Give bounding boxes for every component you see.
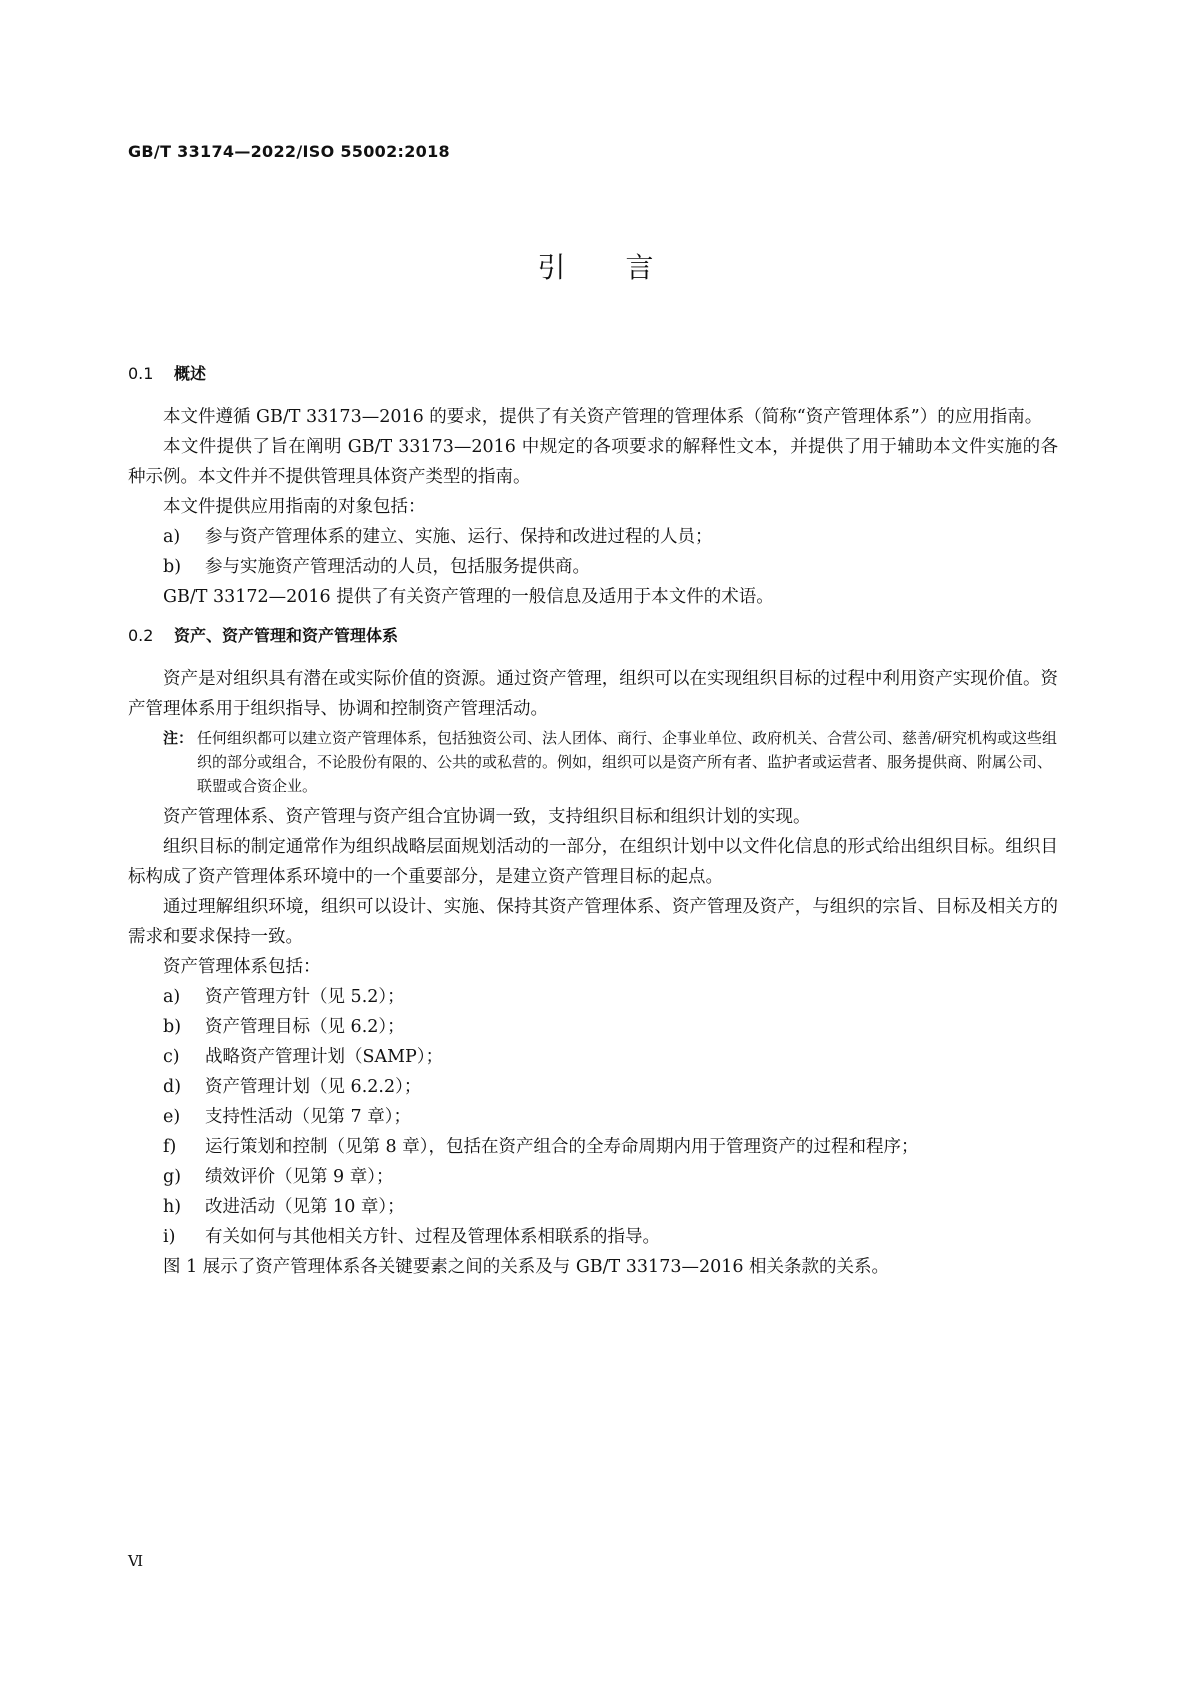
- section-title: 概述: [174, 364, 207, 383]
- list-marker: f): [163, 1137, 177, 1157]
- paragraph: 图 1 展示了资产管理体系各关键要素之间的关系及与 GB/T 33173—2016 相关条款的关系。: [163, 1257, 890, 1277]
- page-number: Ⅵ: [128, 1552, 145, 1570]
- list-text: 资产管理计划（见 6.2.2）；: [205, 1077, 422, 1097]
- list-text: 绩效评价（见第 9 章）；: [205, 1167, 394, 1187]
- list-marker: i): [163, 1227, 176, 1247]
- paragraph: 本文件遵循 GB/T 33173—2016 的要求，提供了有关资产管理的管理体系（简称“资产管理体系”）的应用指南。: [163, 407, 1043, 427]
- paragraph: 资产是对组织具有潜在或实际价值的资源。通过资产管理，组织可以在实现组织目标的过程中利用资产实现价值。资产管理体系用于组织指导、协调和控制资产管理活动。: [128, 669, 1058, 719]
- list-item: [128, 1012, 1058, 1042]
- list-item: [128, 1132, 1058, 1162]
- list-marker: g): [163, 1167, 182, 1187]
- paragraph: 本文件提供应用指南的对象包括：: [163, 497, 426, 517]
- main-content: [128, 362, 1058, 1282]
- standard-code-header: GB/T 33174—2022/ISO 55002:2018: [128, 142, 450, 161]
- list-item: [128, 552, 1058, 582]
- list-text: 资产管理目标（见 6.2）；: [205, 1017, 405, 1037]
- paragraph: 本文件提供了旨在阐明 GB/T 33173—2016 中规定的各项要求的解释性文本，并提供了用于辅助本文件实施的各种示例。本文件并不提供管理具体资产类型的指南。: [128, 437, 1058, 487]
- list-marker: b): [163, 1017, 182, 1037]
- list-marker: c): [163, 1047, 180, 1067]
- paragraph: 资产管理体系、资产管理与资产组合宜协调一致，支持组织目标和组织计划的实现。: [163, 807, 811, 827]
- section-heading-0-2: [128, 624, 1058, 648]
- list-text: 参与实施资产管理活动的人员，包括服务提供商。: [205, 557, 590, 577]
- section-title: 资产、资产管理和资产管理体系: [174, 626, 399, 645]
- list-item: [128, 1072, 1058, 1102]
- list-item: [128, 1162, 1058, 1192]
- page-title: 引言: [537, 251, 714, 284]
- list-text: 支持性活动（见第 7 章）；: [205, 1107, 412, 1127]
- list-marker: a): [163, 527, 181, 547]
- section-number: 0.2: [128, 626, 154, 645]
- list-text: 资产管理方针（见 5.2）；: [205, 987, 405, 1007]
- paragraph: 资产管理体系包括：: [163, 957, 321, 977]
- note-label: 注：: [163, 729, 194, 747]
- list-item: [128, 1042, 1058, 1072]
- list-marker: e): [163, 1107, 181, 1127]
- list-marker: d): [163, 1077, 182, 1097]
- list-text: 有关如何与其他相关方针、过程及管理体系相联系的指导。: [205, 1227, 660, 1247]
- paragraph: GB/T 33172—2016 提供了有关资产管理的一般信息及适用于本文件的术语。: [163, 587, 774, 607]
- paragraph: 通过理解组织环境，组织可以设计、实施、保持其资产管理体系、资产管理及资产，与组织的宗旨、目标及相关方的需求和要求保持一致。: [128, 897, 1058, 947]
- list-text: 战略资产管理计划（SAMP）；: [205, 1047, 444, 1067]
- list-text: 改进活动（见第 10 章）；: [205, 1197, 405, 1217]
- list-marker: a): [163, 987, 181, 1007]
- section-heading-0-1: [128, 362, 1058, 386]
- list-text: 参与资产管理体系的建立、实施、运行、保持和改进过程的人员；: [205, 527, 713, 547]
- paragraph: 组织目标的制定通常作为组织战略层面规划活动的一部分，在组织计划中以文件化信息的形式给出组织目标。组织目标构成了资产管理体系环境中的一个重要部分，是建立资产管理目标的起点。: [128, 837, 1058, 887]
- list-item: [128, 1222, 1058, 1252]
- list-item: [128, 982, 1058, 1012]
- section-number: 0.1: [128, 364, 154, 383]
- list-item: [128, 522, 1058, 552]
- note-text: 任何组织都可以建立资产管理体系，包括独资公司、法人团体、商行、企事业单位、政府机关、合营公司、慈善/研究机构或这些组织的部分或组合，不论股份有限的、公共的或私营的。例如，组织可以是资产所有者、监护者或运营者、服务提供商、附属公司、联盟或合资企业。: [197, 729, 1058, 795]
- list-marker: b): [163, 557, 182, 577]
- note: [128, 726, 1058, 798]
- list-item: [128, 1102, 1058, 1132]
- list-text: 运行策划和控制（见第 8 章），包括在资产组合的全寿命周期内用于管理资产的过程和程序；: [205, 1137, 919, 1157]
- list-marker: h): [163, 1197, 182, 1217]
- list-item: [128, 1192, 1058, 1222]
